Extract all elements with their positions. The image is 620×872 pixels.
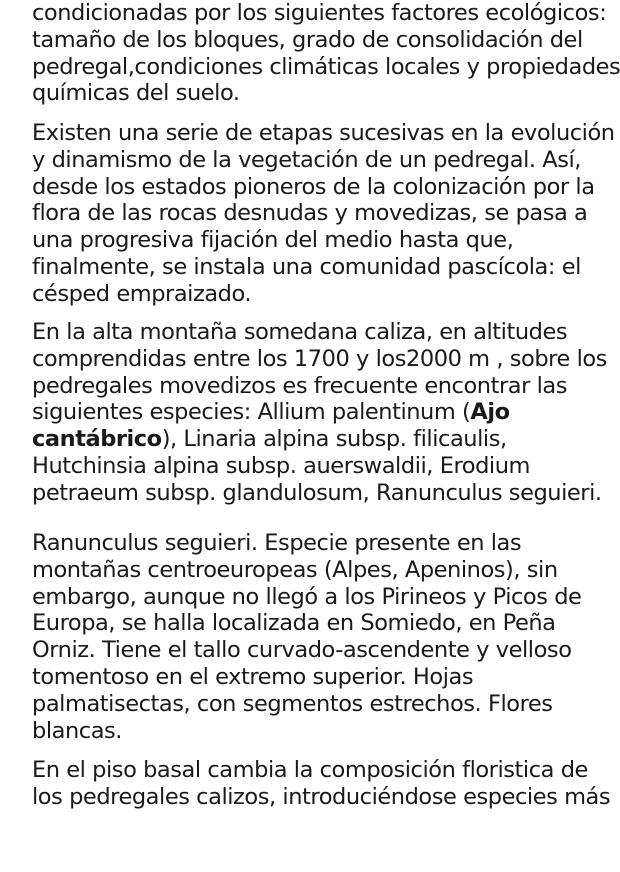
text-line: desde los estados pioneros de la colonización por la bbox=[32, 173, 595, 200]
text-line: Hutchinsia alpina subsp. auerswaldii, Erodium bbox=[32, 452, 530, 479]
text-line: Ranunculus seguieri. Especie presente en las bbox=[32, 530, 522, 556]
common-name-bold: cantábrico bbox=[32, 426, 162, 453]
text-line: tamaño de los bloques, grado de consolidación del bbox=[32, 26, 583, 53]
text-line: En el piso basal cambia la composición floristica de bbox=[32, 757, 588, 783]
text-line: y dinamismo de la vegetación de un pedregal. Así, bbox=[32, 146, 581, 173]
text-line: césped empraizado. bbox=[32, 280, 252, 307]
text-line: En la alta montaña somedana caliza, en altitudes bbox=[32, 319, 568, 345]
text-line: cantábrico), Linaria alpina subsp. filicaulis, bbox=[32, 426, 507, 453]
text-line: condicionadas por los siguientes factores ecológicos: bbox=[32, 0, 607, 26]
common-name-bold: Ajo bbox=[470, 399, 510, 426]
text-line: Existen una serie de etapas sucesivas en la evolución bbox=[32, 120, 615, 146]
text-line: una progresiva fijación del medio hasta que, bbox=[32, 227, 514, 254]
text-line: pedregal,condiciones climáticas locales y propiedades bbox=[32, 53, 620, 80]
paragraph-succession-stages bbox=[32, 120, 615, 308]
paragraph-basal-floor bbox=[32, 757, 612, 811]
paragraph-high-mountain-species bbox=[32, 319, 612, 507]
text-line: los pedregales calizos, introduciéndose especies más bbox=[32, 783, 611, 810]
text-line: Europa, se halla localizada en Somiedo, en Peña bbox=[32, 610, 556, 637]
text-line: químicas del suelo. bbox=[32, 80, 240, 107]
text-line: petraeum subsp. glandulosum, Ranunculus seguieri. bbox=[32, 479, 602, 506]
text-line: siguientes especies: Allium palentinum (Ajo bbox=[32, 399, 510, 426]
text-line: comprendidas entre los 1700 y los2000 m , sobre los bbox=[32, 345, 607, 372]
text-line: flora de las rocas desnudas y movedizas, se pasa a bbox=[32, 200, 588, 227]
text-line: Orniz. Tiene el tallo curvado-ascendente y velloso bbox=[32, 637, 572, 664]
text-line: palmatisectas, con segmentos estrechos. Flores bbox=[32, 690, 553, 717]
text-line: tomentoso en el extremo superior. Hojas bbox=[32, 663, 474, 690]
text-line: embargo, aunque no llegó a los Pirineos y Picos de bbox=[32, 583, 582, 610]
text-line: pedregales movedizos es frecuente encontrar las bbox=[32, 372, 568, 399]
text-line: blancas. bbox=[32, 717, 123, 744]
paragraph-ecological-factors bbox=[32, 0, 620, 107]
paragraph-ranunculus-description bbox=[32, 530, 612, 744]
text-line: montañas centroeuropeas (Alpes, Apeninos), sin bbox=[32, 556, 558, 583]
text-line: finalmente, se instala una comunidad pascícola: el bbox=[32, 253, 581, 280]
